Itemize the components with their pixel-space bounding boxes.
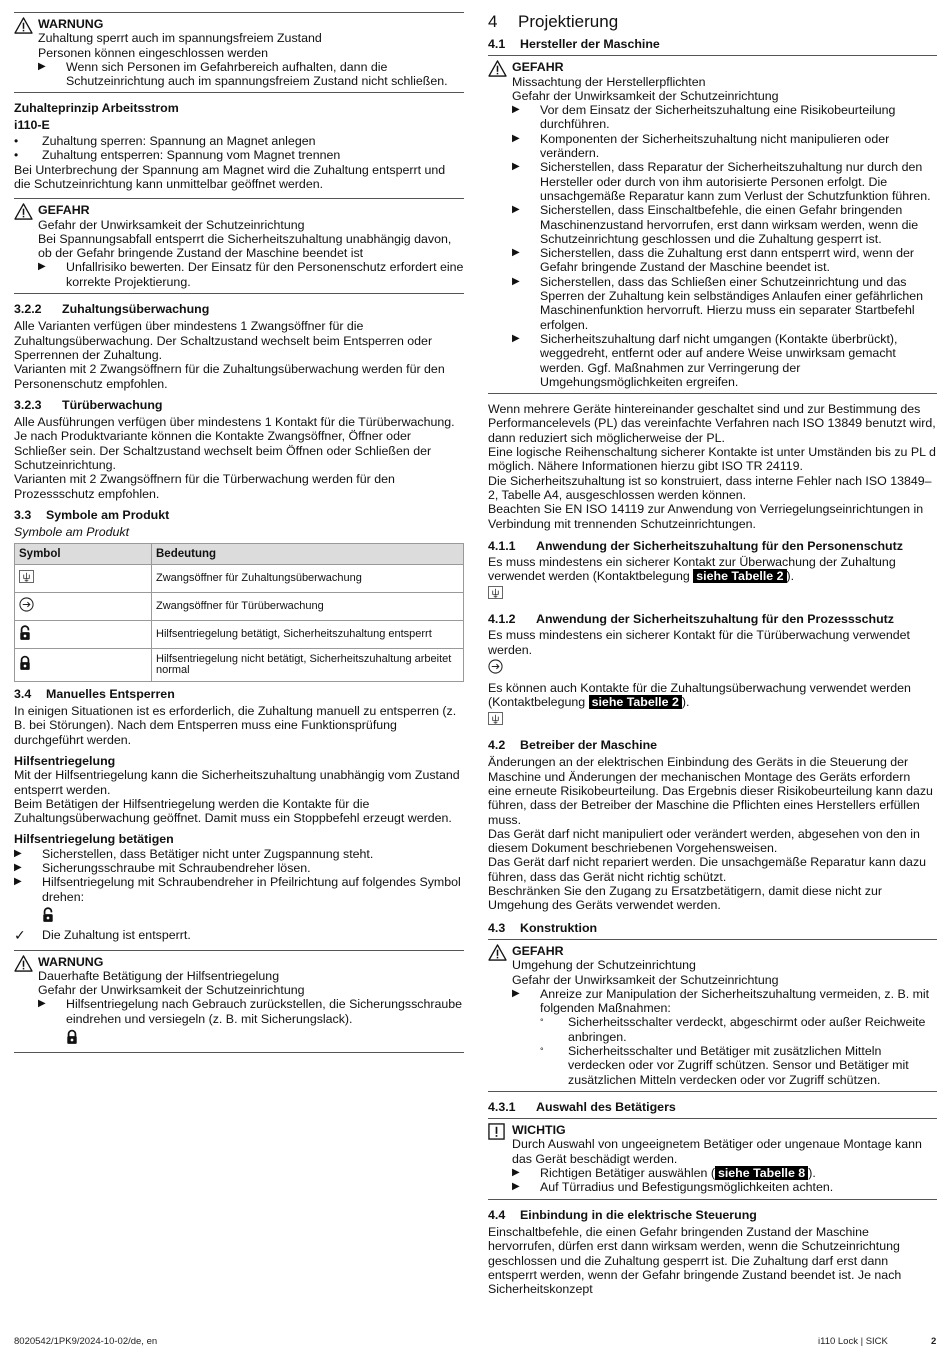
danger-action: Sicherheitszuhaltung darf nicht umgangen (Kontakte überbrückt), weggedreht, entfernt oder auf andere Weise unwirksam gemacht werden. Ggf. Maßnahmen zur Verringerung der Umgehungsmöglichkeiten ergreifen.: [540, 331, 898, 389]
table-reference-link[interactable]: siehe Tabelle 2: [693, 569, 786, 583]
danger-box-construction: GEFAHR Umgehung der Schutzeinrichtung Gefahr der Unwirksamkeit der Schutzeinrichtung ▶ Anreize zur Manipulation der Sicherheitszuhaltung vermeiden, z. B. mit folgenden Maßnahmen: ° Sicherheitsschalter verdeckt, abgeschirmt oder außer Reichweite anbringen. ° Sicherheitsschalter und Betätiger mit zusätzlichen Mitteln verdecken oder vor Zugriff schützen. Sensor und Betätiger mit zusätzlichen Mitteln verdecken oder vor Zugriff schützen.: [488, 939, 937, 1092]
principle-text: Bei Unterbrechung der Spannung am Magnet wird die Zuhaltung entsperrt und die Schutzeinrichtung kann unmittelbar geöffnet werden.: [14, 162, 446, 191]
bullet-arrow-icon: ▶: [512, 132, 520, 144]
lock-monitor-icon: [488, 712, 503, 725]
left-column: WARNUNG Zuhaltung sperrt auch im spannungsfreiem Zustand Personen können eingeschlossen werden ▶ Wenn sich Personen im Gefahrbereich aufhalten, dann die Schutzeinrichtung auch im spannungsfreiem Zustand nicht schließen. Zuhalteprinzip Arbeitsstrom i110-E • Zuhaltung sperren: Spannung an Magnet anlegen • Zuhaltung entsperren: Spannung vom Magnet trennen Bei Unterbrechung der Spannung am Magnet wird die Zuhaltung entsperrt und die Schutzeinrichtung kann unmittelbar geöffnet werden. GEFAHR Gefahr der Unwirksamkeit der Schutzeinrichtung Bei Spannungsabfall entsperrt die Sicherheitszuhaltung unabhängig davon, ob der Gefahr bringende Zustand der Maschine beendet ist ▶ Unfallrisiko bewerten. Der Einsatz für den Personenschutz erfordert eine korrekte Projektierung. 3.2.2 Zuhaltungsüberwachung Alle Varianten verfügen über mindestens 1 Zwangsöffner für die Zuhaltungsüberwachung. Der Schaltzustand wechselt beim Entsperren oder Sperrennen der Zuhaltung. Varianten mit 2 Zwangsöffnern für die Zuhaltungsüberwachung werden für den Personenschutz empfohlen. 3.2.3 Türüberwachung Alle Ausführungen verfügen über mindestens 1 Kontakt für die Türüberwachung. Je nach Produktvariante können die Kontakte Zwangsöffner, Öffner oder Schließer sein. Der Schaltzustand wechselt beim Öffnen oder Schließen der Schutzeinrichtung. Varianten mit 2 Zwangsöffnern für die Türberwachung werden für den Prozessschutz empfohlen. 3.3 Symbole am Produkt Symbole am Produkt Symbol Bedeutung Zwangsöffner für Zuhaltungsüberwachung Zwangsöffner für Türüberwachung Hilfsentriegelung betätigt, Sicherheitszuhaltung entsperrt Hilfsentriegelung nicht betätigt, Sicherheitszuhaltung arbeitet normal 3.4 Manuelles Entsperren In einigen Situationen ist es erforderlich, die Zuhaltung manuell zu entsperren (z. B. bei Störungen). Nach dem Entsperren muss eine Funktionsprüfung durchgeführt werden. Hilfsentriegelung Mit der Hilfsentriegelung kann die Sicherheitszuhaltung unabhängig vom Zustand entsperrt werden. Beim Betätigen der Hilfsentriegelung werden die Kontakte für die Zuhaltungsüberwachung geöffnet. Damit muss ein Stoppbefehl erzeugt werden. Hilfsentriegelung betätigen ▶ Sicherstellen, dass Betätiger nicht unter Zugspannung steht. ▶ Sicherungsschraube mit Schraubendreher lösen. ▶ Hilfsentriegelung mit Schraubendreher in Pfeilrichtung auf folgendes Symbol drehen: ✓ Die Zuhaltung ist entsperrt. WARNUNG Dauerhafte Betätigung der Hilfsentriegelung Gefahr der Unwirksamkeit der Schutzeinrichtung ▶ Hilfsentriegelung nach Gebrauch zurückstellen, die Sicherungsschraube eindrehen und versiegeln (z. B. mit Sicherungslack).: [14, 12, 464, 1061]
paragraph: Beschränken Sie den Zugang zu Ersatzbetätigern, damit diese nicht zur Umgehung des Geräts verwendet werden.: [488, 884, 882, 913]
warning-title: WARNUNG: [38, 954, 104, 969]
warning-triangle-icon: [488, 60, 507, 77]
step-item: Hilfsentriegelung mit Schraubendreher in Pfeilrichtung auf folgendes Symbol drehen:: [42, 875, 461, 904]
list-item: Zuhaltung sperren: Spannung an Magnet anlegen: [42, 134, 316, 149]
danger-title: GEFAHR: [38, 203, 90, 218]
danger-line: Missachtung der Herstellerpflichten: [512, 74, 706, 89]
paragraph: Alle Ausführungen verfügen über mindestens 1 Kontakt für die Türüberwachung. Je nach Produktvariante können die Kontakte Zwangsöffner, Öffner oder Schließer sein. Der Schaltzustand wechselt beim Öffnen oder Schließen der Schutzeinrichtung.: [14, 415, 455, 473]
paragraph: Beim Betätigen der Hilfsentriegelung werden die Kontakte für die Zuhaltungsüberwachung geöffnet. Damit muss ein Stoppbefehl erzeugt werden.: [14, 796, 452, 826]
danger-action: Sicherstellen, dass Reparatur der Sicherheitszuhaltung nur durch den Hersteller oder durch von ihm autorisierte Personen erfolgt. Die unsachgemäße Reparatur kann zum Verlust der Schutzfunktion führen.: [540, 160, 931, 203]
warning-title: WARNUNG: [38, 17, 104, 31]
checkmark-icon: ✓: [14, 927, 26, 944]
lock-monitor-icon: [488, 586, 503, 599]
paragraph: Beachten Sie EN ISO 14119 zur Anwendung von Verriegelungseinrichtungen in Verbindung mit trennenden Schutzeinrichtungen.: [488, 502, 924, 531]
warning-box-aux-release: [14, 950, 464, 1054]
paragraph: Das Gerät darf nicht manipuliert oder verändert werden, abgesehen von den in diesem Dokument beschriebenen Vorgehensweisen.: [488, 826, 920, 856]
bullet-arrow-icon: ▶: [512, 332, 520, 344]
warning-triangle-icon: [488, 944, 507, 961]
important-line: Durch Auswahl von ungeeignetem Betätiger oder ungenaue Montage kann das Gerät beschädigt werden.: [512, 1137, 922, 1166]
danger-title: GEFAHR: [512, 60, 564, 75]
section-heading-3-2-3: 3.2.3 Türüberwachung: [14, 397, 163, 412]
danger-action: Sicherstellen, dass das Schließen einer Schutzeinrichtung und das Sperren der Zuhaltung kein selbständiges Anlaufen einer gefährlichen Maschinenfunktion hervorruft. Hierzu muss ein separater Startbefehl erfolgen.: [540, 274, 923, 332]
table-cell: Hilfsentriegelung betätigt, Sicherheitszuhaltung entsperrt: [152, 620, 464, 648]
list-item: Zuhaltung entsperren: Spannung vom Magnet trennen: [42, 148, 341, 163]
exclamation-box-icon: [488, 1123, 505, 1140]
warning-triangle-icon: [14, 203, 33, 220]
paragraph: Eine logische Reihenschaltung sicherer Kontakte ist unter Umständen bis zu PL d möglich. Nähere Informationen hierzu gibt ISO TR 24119.: [488, 445, 936, 474]
padlock-open-icon: [42, 907, 54, 923]
subheading: Hilfsentriegelung: [14, 753, 116, 768]
table-cell: Zwangsöffner für Türüberwachung: [152, 592, 464, 620]
section-heading-4-1-2: 4.1.2 Anwendung der Sicherheitszuhaltung für den Prozessschutz: [488, 611, 894, 626]
footer-document-id: 8020542/1PK9/2024-10-02/de, en: [14, 1336, 158, 1347]
warning-line: Personen können eingeschlossen werden: [38, 45, 269, 60]
footer-product: i110 Lock | SICK: [818, 1336, 888, 1347]
section-heading-4-3-1: 4.3.1 Auswahl des Betätigers: [488, 1099, 676, 1114]
danger-action: Komponenten der Sicherheitszuhaltung nicht manipulieren oder verändern.: [540, 131, 890, 161]
sub-list-item: Sicherheitsschalter und Betätiger mit zusätzlichen Mitteln verdecken oder vor Zugriff schützen. Sensor und Betätiger mit zusätzlichen Mitteln verdecken oder vor Zugriff schützen.: [568, 1044, 909, 1087]
section-heading-4-1: 4.1 Hersteller der Maschine: [488, 37, 660, 51]
section-heading-3-4: 3.4 Manuelles Entsperren: [14, 686, 175, 701]
step-item: Sicherstellen, dass Betätiger nicht unter Zugspannung steht.: [42, 846, 374, 861]
danger-action: Unfallrisiko bewerten. Der Einsatz für den Personenschutz erfordert eine korrekte Projektierung.: [66, 260, 464, 289]
bullet-arrow-icon: ▶: [512, 1181, 520, 1193]
sub-list-item: Sicherheitsschalter verdeckt, abgeschirmt oder außer Reichweite anbringen.: [568, 1015, 926, 1044]
bullet-arrow-icon: ▶: [14, 847, 22, 859]
paragraph: Es muss mindestens ein sicherer Kontakt für die Türüberwachung verwendet werden.: [488, 628, 910, 657]
paragraph: In einigen Situationen ist es erforderlich, die Zuhaltung manuell zu entsperren (z. B. bei Störungen). Nach dem Entsperren muss eine Funktionsprüfung durchgeführt werden.: [14, 704, 457, 747]
important-title: WICHTIG: [512, 1123, 566, 1138]
padlock-closed-icon: [19, 655, 31, 671]
danger-box-manufacturer: [488, 55, 937, 394]
bullet-arrow-icon: ▶: [512, 161, 520, 173]
paragraph: Die Sicherheitszuhaltung ist so konstruiert, dass interne Fehler nach ISO 13849–2, Tabelle A4, ausgeschlossen werden können.: [488, 473, 932, 502]
paragraph: Es können auch Kontakte für die Zuhaltungsüberwachung verwendet werden (Kontaktbelegung siehe Tabelle 2 ).: [488, 681, 911, 710]
danger-action: Anreize zur Manipulation der Sicherheitszuhaltung vermeiden, z. B. mit folgenden Maßnahmen:: [540, 986, 930, 1016]
section-heading-3-2-2: 3.2.2 Zuhaltungsüberwachung: [14, 302, 210, 317]
important-box: [488, 1118, 937, 1199]
chapter-heading: 4 Projektierung: [488, 12, 619, 31]
important-action: Richtigen Betätiger auswählen ( siehe Tabelle 8 ).: [540, 1166, 816, 1181]
table-row: [15, 564, 464, 592]
important-action: Auf Türradius und Befestigungsmöglichkeiten achten.: [540, 1180, 834, 1195]
paragraph: Das Gerät darf nicht repariert werden. Die unsachgemäße Reparatur kann dazu führen, dass das Gerät nicht richtig schützt.: [488, 855, 927, 884]
warning-box-locked: [14, 12, 464, 93]
bullet-arrow-icon: ▶: [38, 261, 46, 273]
table-header: Symbol: [15, 543, 152, 564]
bullet-arrow-icon: ▶: [512, 987, 520, 999]
bullet-arrow-icon: ▶: [14, 862, 22, 874]
danger-line: Gefahr der Unwirksamkeit der Schutzeinrichtung: [512, 88, 779, 103]
step-result: Die Zuhaltung ist entsperrt.: [42, 928, 191, 943]
section-heading-4-3: 4.3 Konstruktion: [488, 920, 598, 935]
section-heading-3-3: 3.3 Symbole am Produkt: [14, 507, 170, 522]
danger-box-voltage: [14, 198, 464, 294]
table-reference-link[interactable]: siehe Tabelle 2: [589, 695, 682, 709]
bullet-arrow-icon: ▶: [512, 275, 520, 287]
bullet-arrow-icon: ▶: [512, 247, 520, 259]
paragraph: Alle Varianten verfügen über mindestens 1 Zwangsöffner für die Zuhaltungsüberwachung. Der Schaltzustand wechselt beim Entsperren oder Sperrennen der Zuhaltung.: [14, 319, 433, 362]
section-heading-4-2: 4.2 Betreiber der Maschine: [488, 738, 658, 753]
paragraph: Mit der Hilfsentriegelung kann die Sicherheitszuhaltung unabhängig vom Zustand entsperrt werden.: [14, 768, 460, 797]
warning-line: Gefahr der Unwirksamkeit der Schutzeinrichtung: [38, 983, 305, 998]
bullet-arrow-icon: ▶: [512, 104, 520, 116]
bullet-arrow-icon: ▶: [38, 60, 46, 72]
warning-line: Zuhaltung sperrt auch im spannungsfreiem Zustand: [38, 31, 322, 46]
table-cell: Zwangsöffner für Zuhaltungsüberwachung: [152, 564, 464, 592]
step-item: Sicherungsschraube mit Schraubendreher lösen.: [42, 861, 311, 876]
padlock-closed-icon: [66, 1029, 78, 1045]
door-monitor-icon: [19, 597, 34, 612]
paragraph: Einschaltbefehle, die einen Gefahr bringenden Zustand der Maschine hervorrufen, dürfen erst dann wirksam werden, wenn die Schutzeinrichtung geschlossen und die Zuhaltung gesperrt ist. Die Zuhaltung darf erst dann entsperrt werden, wenn der Gefahr bringende Zustand beendet ist. Je nach Sicherheitskonzept: [488, 1224, 902, 1297]
table-row: [15, 620, 464, 648]
principle-title: Zuhalteprinzip Arbeitsstrom: [14, 101, 179, 116]
section-heading-4-4: 4.4 Einbindung in die elektrische Steuerung: [488, 1207, 757, 1222]
subheading: Hilfsentriegelung betätigen: [14, 832, 174, 847]
table-caption: Symbole am Produkt: [14, 525, 130, 540]
footer-page-number: 2: [931, 1336, 937, 1347]
warning-triangle-icon: [14, 955, 33, 972]
symbols-table: [14, 543, 464, 682]
warning-action: Hilfsentriegelung nach Gebrauch zurückstellen, die Sicherungsschraube eindrehen und versiegeln (z. B. mit Sicherungslack).: [66, 997, 463, 1026]
paragraph: Varianten mit 2 Zwangsöffnern für die Türberwachung werden für den Prozessschutz empfohlen.: [14, 472, 395, 501]
door-monitor-icon: [488, 659, 503, 674]
section-heading-4-1-1: 4.1.1 Anwendung der Sicherheitszuhaltung für den Personenschutz: [488, 538, 903, 553]
danger-line: Bei Spannungsabfall entsperrt die Sicherheitszuhaltung unabhängig davon, ob der Gefahr bringende Zustand der Maschine beendet ist: [38, 231, 452, 261]
danger-line: Gefahr der Unwirksamkeit der Schutzeinrichtung: [512, 972, 779, 987]
paragraph: Es muss mindestens ein sicherer Kontakt zur Überwachung der Zuhaltung verwendet werden (Kontaktbelegung siehe Tabelle 2 ).: [488, 555, 896, 584]
model-label: i110-E: [14, 117, 50, 132]
lock-monitor-icon: [19, 570, 34, 583]
right-column: [488, 12, 937, 1296]
table-reference-link[interactable]: siehe Tabelle 8: [715, 1166, 808, 1180]
warning-line: Dauerhafte Betätigung der Hilfsentriegelung: [38, 968, 280, 983]
table-header: Bedeutung: [152, 543, 464, 564]
table-cell: Hilfsentriegelung nicht betätigt, Sicherheitszuhaltung arbeitet normal: [152, 648, 464, 681]
danger-action: Sicherstellen, dass die Zuhaltung erst dann entsperrt wird, wenn der Gefahr bringende Zustand der Maschine beendet ist.: [540, 246, 914, 275]
paragraph: Varianten mit 2 Zwangsöffnern für die Zuhaltungsüberwachung werden für den Personenschutz empfohlen.: [14, 362, 445, 391]
paragraph: Änderungen an der elektrischen Einbindung des Geräts in die Steuerung der Maschine und Änderungen der mechanischen Montage des Geräts erfordern eine erneute Risikobeurteilung. Das Ergebnis dieser Risikobeurteilung kann dazu führen, dass der Betreiber der Maschine die Pflichten eines Herstellers erfüllen muss.: [488, 755, 933, 827]
danger-line: Umgehung der Schutzeinrichtung: [512, 958, 696, 973]
bullet-arrow-icon: ▶: [38, 998, 46, 1010]
table-row: [15, 648, 464, 681]
bullet-arrow-icon: ▶: [512, 204, 520, 216]
paragraph: Wenn mehrere Geräte hintereinander geschaltet sind und zur Bestimmung des Performancelevels (PL) das vereinfachte Verfahren nach ISO 13849 benutzt wird, dann reduziert sich möglicherweise der PL.: [488, 402, 936, 445]
danger-line: Gefahr der Unwirksamkeit der Schutzeinrichtung: [38, 217, 305, 232]
padlock-open-icon: [19, 625, 31, 641]
table-row: [15, 592, 464, 620]
warning-action: Wenn sich Personen im Gefahrbereich aufhalten, dann die Schutzeinrichtung auch im spannungsfreiem Zustand nicht schließen.: [66, 59, 448, 89]
danger-action: Sicherstellen, dass Einschaltbefehle, die einen Gefahr bringenden Maschinenzustand hervorrufen, erst dann wirksam werden, wenn die Schutzeinrichtung geschlossen und die Zuhaltung gesperrt ist.: [540, 203, 919, 246]
warning-triangle-icon: [14, 17, 33, 34]
danger-action: Vor dem Einsatz der Sicherheitszuhaltung eine Risikobeurteilung durchführen.: [540, 103, 896, 132]
bullet-arrow-icon: ▶: [512, 1167, 520, 1179]
danger-title: GEFAHR: [512, 943, 564, 958]
bullet-arrow-icon: ▶: [14, 876, 22, 888]
